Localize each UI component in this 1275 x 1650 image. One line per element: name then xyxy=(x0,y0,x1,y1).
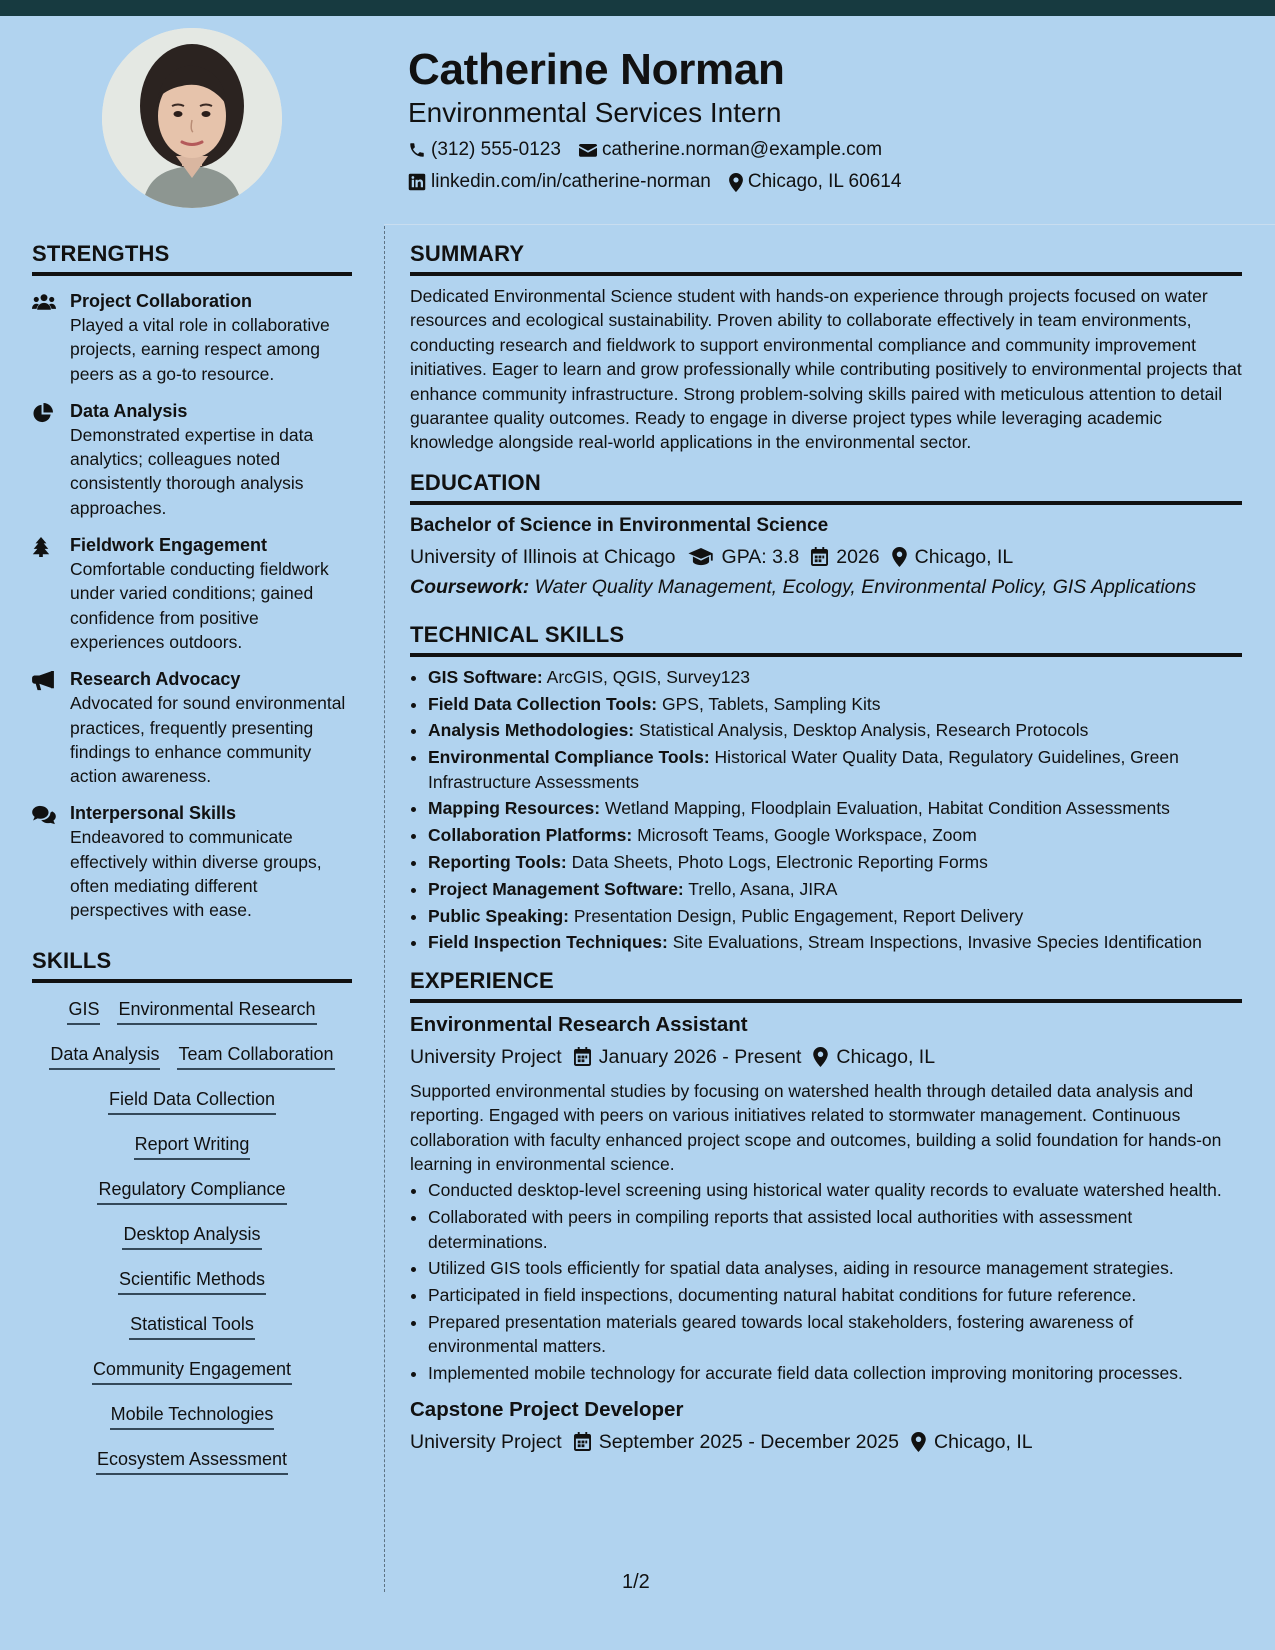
list-item: • Participated in field inspections, documenting natural habitat conditions for future reference. xyxy=(428,1283,1242,1307)
users-icon xyxy=(32,293,56,311)
left-column xyxy=(32,240,352,1475)
list-item: • Field Inspection Techniques: Site Evaluations, Stream Inspections, Invasive Species Identification xyxy=(428,930,1242,954)
skill-tag: Mobile Technologies xyxy=(110,1402,275,1430)
skill-tag: Regulatory Compliance xyxy=(97,1177,286,1205)
list-item: • Analysis Methodologies: Statistical Analysis, Desktop Analysis, Research Protocols xyxy=(428,718,1242,742)
skill-tag: Scientific Methods xyxy=(118,1267,266,1295)
job-location-item xyxy=(911,1428,1033,1456)
job-location: Chicago, IL xyxy=(933,1430,1033,1453)
edu-location-item xyxy=(892,543,1014,571)
list-item: • Project Management Software: Trello, Asana, JIRA xyxy=(428,877,1242,901)
phone-text: (312) 555-0123 xyxy=(431,139,561,160)
job-location: Chicago, IL xyxy=(836,1045,936,1068)
job-dates: January 2026 - Present xyxy=(598,1045,802,1068)
experience-heading: EXPERIENCE xyxy=(410,967,1242,1003)
profile-photo xyxy=(102,28,282,208)
map-pin-icon xyxy=(892,547,907,567)
megaphone-icon xyxy=(32,671,54,691)
calendar-icon xyxy=(574,1047,591,1066)
list-item: • Conducted desktop-level screening using historical water quality records to evaluate watershed health. xyxy=(428,1178,1242,1202)
education-heading: EDUCATION xyxy=(410,469,1242,505)
coursework xyxy=(410,573,1242,601)
comments-icon xyxy=(32,805,56,825)
candidate-title: Environmental Services Intern xyxy=(408,97,782,128)
skills-row-2 xyxy=(32,1042,352,1070)
strength-desc: Comfortable conducting fieldwork under varied conditions; gained confidence from positive experiences outdoors. xyxy=(70,559,329,652)
job-bullets xyxy=(410,1178,1242,1385)
gpa-text: GPA: 3.8 xyxy=(721,545,800,568)
linkedin-icon xyxy=(408,173,426,191)
tree-icon xyxy=(32,537,50,557)
calendar-icon xyxy=(574,1432,591,1451)
strength-item xyxy=(32,399,352,520)
coursework-label: Coursework: xyxy=(410,575,530,598)
job-location-item xyxy=(813,1043,935,1071)
pie-chart-icon xyxy=(32,403,53,424)
summary-heading: SUMMARY xyxy=(410,240,1242,276)
strength-name: Fieldwork Engagement xyxy=(70,535,268,556)
list-item: • Mapping Resources: Wetland Mapping, Floodplain Evaluation, Habitat Condition Assessments xyxy=(428,796,1242,820)
skill-tag: Environmental Research xyxy=(117,997,316,1025)
email-text: catherine.norman@example.com xyxy=(601,139,883,160)
job-dates-item xyxy=(574,1428,899,1456)
email-item[interactable] xyxy=(579,138,882,162)
right-column xyxy=(410,240,1242,1456)
header-divider xyxy=(384,224,1275,225)
skill-tag: Ecosystem Assessment xyxy=(96,1447,288,1475)
strength-item xyxy=(32,533,352,654)
strength-name: Interpersonal Skills xyxy=(70,803,237,824)
list-item: • Environmental Compliance Tools: Historical Water Quality Data, Regulatory Guidelines, Green Infrastructure Assessments xyxy=(428,745,1242,794)
strength-item xyxy=(32,801,352,922)
skills-row-1 xyxy=(32,997,352,1025)
strength-desc: Played a vital role in collaborative projects, earning respect among peers as a go-to resource. xyxy=(70,315,330,384)
strength-item xyxy=(32,667,352,788)
list-item: • Implemented mobile technology for accurate field data collection improving monitoring processes. xyxy=(428,1361,1242,1385)
job-meta xyxy=(410,1428,1242,1456)
linkedin-item[interactable] xyxy=(408,170,711,194)
list-item: • GIS Software: ArcGIS, QGIS, Survey123 xyxy=(428,665,1242,689)
year-item xyxy=(811,543,879,571)
top-bar xyxy=(0,0,1275,16)
coursework-text: Water Quality Management, Ecology, Environmental Policy, GIS Applications xyxy=(534,575,1197,598)
page-number: 1/2 xyxy=(622,1571,650,1593)
column-divider xyxy=(384,226,385,1592)
candidate-name: Catherine Norman xyxy=(408,45,785,94)
skill-tag: Community Engagement xyxy=(92,1357,292,1385)
list-item: • Public Speaking: Presentation Design, Public Engagement, Report Delivery xyxy=(428,904,1242,928)
skill-tag: GIS xyxy=(67,997,100,1025)
resume-header xyxy=(408,44,1228,194)
job-meta xyxy=(410,1043,1242,1071)
job-org: University Project xyxy=(410,1045,562,1068)
map-pin-icon xyxy=(813,1047,828,1067)
degree-name: Bachelor of Science in Environmental Science xyxy=(410,514,829,536)
skill-tag: Field Data Collection xyxy=(108,1087,276,1115)
strengths-heading: STRENGTHS xyxy=(32,240,352,276)
summary-text: Dedicated Environmental Science student with hands-on experience through projects focused on water resources and ecological sustainability. Proven ability to collaborate effectively in team environments, conducting research and fieldwork to support environmental compliance and community improvement initiatives. Eager to learn and grow professionally while contributing positively to environmental projects that enhance community infrastructure. Strong problem-solving skills paired with meticulous attention to detail guarantee quality outcomes. Ready to engage in diverse project types while leveraging academic knowledge alongside real-world applications in the environmental sector. xyxy=(410,286,1242,453)
location-item xyxy=(729,170,902,194)
job-title: Capstone Project Developer xyxy=(410,1397,684,1421)
linkedin-text: linkedin.com/in/catherine-norman xyxy=(431,171,711,192)
list-item: • Utilized GIS tools efficiently for spatial data analyses, aiding in resource management strategies. xyxy=(428,1256,1242,1280)
list-item: • Field Data Collection Tools: GPS, Tablets, Sampling Kits xyxy=(428,692,1242,716)
job-entry xyxy=(410,1011,1242,1386)
skills-column xyxy=(32,1087,352,1475)
map-pin-icon xyxy=(729,173,743,192)
year-text: 2026 xyxy=(836,545,880,568)
skill-tag: Statistical Tools xyxy=(129,1312,255,1340)
skill-tag: Team Collaboration xyxy=(177,1042,334,1070)
skill-tag: Report Writing xyxy=(134,1132,251,1160)
map-pin-icon xyxy=(911,1432,926,1452)
technical-skills-list xyxy=(410,665,1242,955)
contact-row-1 xyxy=(408,138,1228,162)
list-item: • Collaboration Platforms: Microsoft Teams, Google Workspace, Zoom xyxy=(428,823,1242,847)
strength-name: Research Advocacy xyxy=(70,669,241,690)
school-name: University of Illinois at Chicago xyxy=(410,545,676,568)
strength-desc: Endeavored to communicate effectively within diverse groups, often mediating different perspectives with ease. xyxy=(70,827,322,921)
job-dates-item xyxy=(574,1043,802,1071)
strength-desc: Demonstrated expertise in data analytics; colleagues noted consistently thorough analysis approaches. xyxy=(70,424,314,518)
contact-row-2 xyxy=(408,170,1228,194)
list-item: • Reporting Tools: Data Sheets, Photo Logs, Electronic Reporting Forms xyxy=(428,850,1242,874)
graduation-cap-icon xyxy=(688,548,714,566)
job-title: Environmental Research Assistant xyxy=(410,1012,748,1036)
technical-skills-heading: TECHNICAL SKILLS xyxy=(410,621,1242,657)
education-meta xyxy=(410,543,1242,571)
strength-name: Data Analysis xyxy=(70,400,188,421)
location-text: Chicago, IL 60614 xyxy=(747,171,902,192)
job-org: University Project xyxy=(410,1430,562,1453)
phone-icon xyxy=(408,141,426,159)
skill-tag: Data Analysis xyxy=(49,1042,160,1070)
strength-desc: Advocated for sound environmental practices, frequently presenting findings to enhance community action awareness. xyxy=(70,693,346,787)
skill-tag: Desktop Analysis xyxy=(122,1222,261,1250)
skills-heading: SKILLS xyxy=(32,947,352,983)
edu-location-text: Chicago, IL xyxy=(914,545,1014,568)
strength-name: Project Collaboration xyxy=(70,291,253,311)
phone-item xyxy=(408,138,561,162)
gpa-item xyxy=(688,543,800,571)
job-dates: September 2025 - December 2025 xyxy=(598,1430,899,1453)
strength-item xyxy=(32,289,352,386)
job-entry xyxy=(410,1396,1242,1456)
list-item: • Collaborated with peers in compiling reports that assisted local authorities with assessment determinations. xyxy=(428,1205,1242,1254)
list-item: • Prepared presentation materials geared towards local stakeholders, fostering awareness of environmental matters. xyxy=(428,1310,1242,1359)
calendar-icon xyxy=(811,547,828,566)
job-description: Supported environmental studies by focusing on watershed health through detailed data analysis and reporting. Engaged with peers on various initiatives related to stormwater management. Continuous collaboration with faculty enhanced project scope and outcomes, building a solid foundation for hands-on learning in environmental science. xyxy=(410,1080,1222,1175)
envelope-icon xyxy=(579,142,597,158)
